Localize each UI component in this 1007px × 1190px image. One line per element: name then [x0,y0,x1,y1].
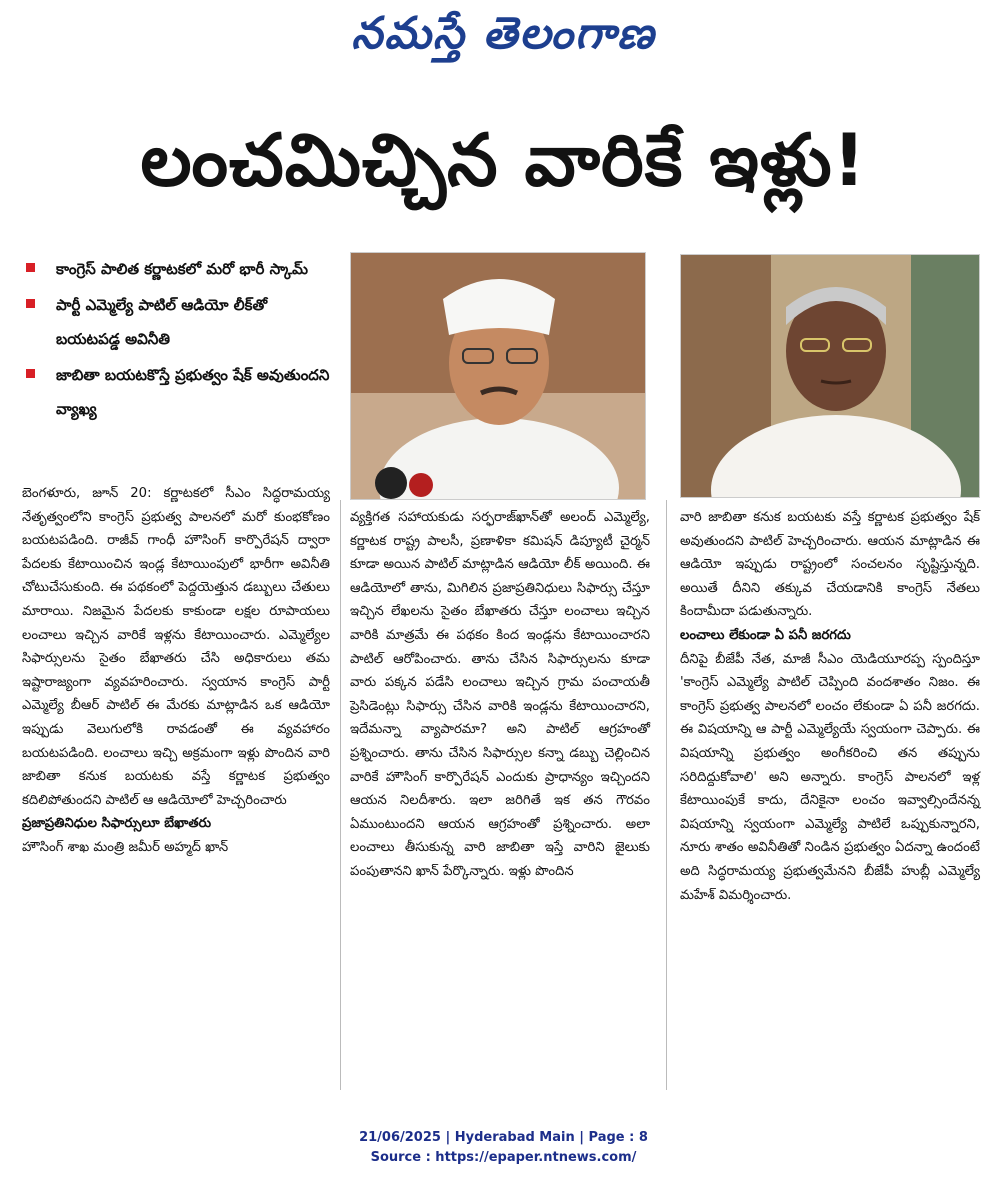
article-subhead: లంచాలు లేకుండా ఏ పనీ జరగదు [680,627,851,643]
article-paragraph: బెంగళూరు, జూన్‌ 20: కర్ణాటకలో సీఎం సిద్ధరామయ్య నేతృత్వంలోని కాంగ్రెస్‌ ప్రభుత్వ పాలనలో మరో కుంభకోణం బయటపడింది. రాజీవ్‌ గాంధీ హౌసింగ్‌ కార్పొరేషన్‌ ద్వారా పేదలకు కేటాయించిన ఇండ్ల కేటాయింపులో భారీగా అవినీతి చోటుచేసుకుంది. ఈ పథకంలో పెద్దయెత్తున డబ్బులు చేతులు మారాయి. నిజమైన పేదలకు కాకుండా లక్షల రూపాయలు లంచాలు ఇచ్చిన వారికే ఇళ్లను కేటాయించారు. ఎమ్మెల్యేల సిఫార్సులను సైతం బేఖాతరు చేసి అధికారులు తమ ఇష్టారాజ్యంగా వ్యవహరించారు. స్వయాన కాంగ్రెస్‌ పార్టీ ఎమ్మెల్యే బీఆర్‌ పాటిల్‌ ఈ మేరకు మాట్లాడిన ఒక ఆడియో ఇప్పుడు వెలుగులోకి రావడంతో ఈ వ్యవహారం బయటపడింది. లంచాలు ఇచ్చి అక్రమంగా ఇళ్లు పొందిన వారి జాబితా కనుక బయటకు వస్తే కర్ణాటక ప్రభుత్వం కదిలిపోతుందని పాటిల్‌ ఆ ఆడియోలో హెచ్చరించారు [22,486,330,808]
photo-chief-minister [680,254,980,498]
article-paragraph: హౌసింగ్‌ శాఖ మంత్రి జమీర్‌ అహ్మద్‌ ఖాన్‌ [22,839,229,855]
person-photo-illustration [351,253,645,499]
headline: లంచమిచ్చిన వారికే ఇళ్లు! [140,118,867,202]
article-paragraph: వారి జాబితా కనుక బయటకు వస్తే కర్ణాటక ప్రభుత్వం షేక్‌ అవుతుందని పాటిల్‌ హెచ్చరించారు. ఆయన మాట్లాడిన ఈ ఆడియో ఇప్పుడు రాష్ట్రంలో సంచలనం సృష్టిస్తున్నది. అయితే దీనిని తక్కువ చేయడానికి కాంగ్రెస్‌ నేతలు కిందామీదా పడుతున్నారు. [680,510,980,620]
source-link[interactable]: Source : https://epaper.ntnews.com/ [370,1150,637,1165]
person-photo-illustration [681,255,979,497]
bullet-marker-icon [26,369,35,378]
article-column-2 [350,506,650,884]
article-subhead: ప్రజాప్రతినిధుల సిఫార్సులూ బేఖాతరు [22,816,212,832]
edition-info: 21/06/2025 | Hyderabad Main | Page : 8 [359,1130,648,1145]
photo-politician-with-cap [350,252,646,500]
masthead-logo: నమస్తే తెలంగాణ [351,8,656,59]
bullet-text: జాబితా బయటకొస్తే ప్రభుత్వం షేక్‌ అవుతుందని వ్యాఖ్య [56,366,330,418]
column-divider [666,500,667,1090]
bullet-text: కాంగ్రెస్‌ పాలిత కర్ణాటకలో మరో భారీ స్కామ్‌ [56,260,309,278]
article-column-3 [680,506,980,907]
bullet-item [22,358,332,426]
article-paragraph: వ్యక్తిగత సహాయకుడు సర్ఫరాజ్‌ఖాన్‌తో అలంద్‌ ఎమ్మెల్యే, కర్ణాటక రాష్ట్ర పాలసీ, ప్రణాళికా కమిషన్‌ డిప్యూటీ చైర్మన్‌ కూడా అయిన పాటిల్‌ మాట్లాడిన ఆడియో లీక్‌ అయింది. ఈ ఆడియోలో తాను, మిగిలిన ప్రజాప్రతినిధులు సిఫార్సు చేస్తూ ఇచ్చిన లేఖలను సైతం బేఖాతరు చేస్తూ లంచాలు ఇచ్చిన వారికి మాత్రమే ఈ పథకం కింద ఇండ్లను కేటాయించారని పాటిల్‌ ఆరోపించారు. తాను చేసిన సిఫార్సులను కూడా వారు పక్కన పడేసి లంచాలు ఇచ్చిన గ్రామ పంచాయతీ ప్రెసిడెంట్లు సిఫార్సు చేసిన వారికి ఇండ్లను కేటాయించారని, ఇదేమన్నా వ్యాపారమా? అని పాటిల్‌ ఆగ్రహంతో ప్రశ్నించారు. తాను చేసిన సిఫార్సుల కన్నా డబ్బు చెల్లించిన వారికే హౌసింగ్‌ కార్పొరేషన్‌ ఎందుకు ప్రాధాన్యం ఇచ్చిందని ఆయన నిలదీశారు. ఇలా జరిగితే ఇక తన గౌరవం ఏముంటుందని ఆయన ఆగ్రహంతో ప్రశ్నించారు. అలా లంచాలు తీసుకున్న వారి జాబితా ఇస్తే వారిని జైలుకు పంపుతానని ఖాన్‌ పేర్కొన్నారు. ఇళ్లు పొందిన [350,510,650,879]
bullet-text: పార్టీ ఎమ్మెల్యే పాటిల్‌ ఆడియో లీక్‌తో బయటపడ్డ అవినీతి [56,296,268,348]
page-footer [0,1128,1007,1168]
article-column-1 [22,482,330,860]
bullet-item [22,252,332,286]
column-divider [340,500,341,1090]
bullet-marker-icon [26,263,35,272]
bullet-item [22,288,332,356]
bullet-marker-icon [26,299,35,308]
bullet-list [22,252,332,428]
article-paragraph: దీనిపై బీజేపీ నేత, మాజీ సీఎం యెడియూరప్ప స్పందిస్తూ 'కాంగ్రెస్‌ ఎమ్మెల్యే పాటిల్‌ చెప్పింది వందశాతం నిజం. ఈ కాంగ్రెస్‌ ప్రభుత్వ పాలనలో లంచం లేకుండా ఏ పనీ జరగదు. ఈ విషయాన్ని ఆ పార్టీ ఎమ్మెల్యేయే స్వయంగా చెప్పారు. ఈ విషయాన్ని ప్రభుత్వం అంగీకరించి తన తప్పును సరిదిద్దుకోవాలి' అని అన్నారు. కాంగ్రెస్‌ పాలనలో ఇళ్ల కేటాయింపుకే కాదు, దేనికైనా లంచం ఇవ్వాల్సిందేనన్న విషయాన్ని స్వయంగా ఎమ్మెల్యే పాటిలే ఒప్పుకున్నారని, నూరు శాతం అవినీతితో నిండిన ప్రభుత్వం ఏదన్నా ఉందంటే అది సిద్ధరామయ్య ప్రభుత్వమేనని బీజేపీ హుబ్లీ ఎమ్మెల్యే మహేశ్‌ విమర్శించారు. [680,651,980,903]
